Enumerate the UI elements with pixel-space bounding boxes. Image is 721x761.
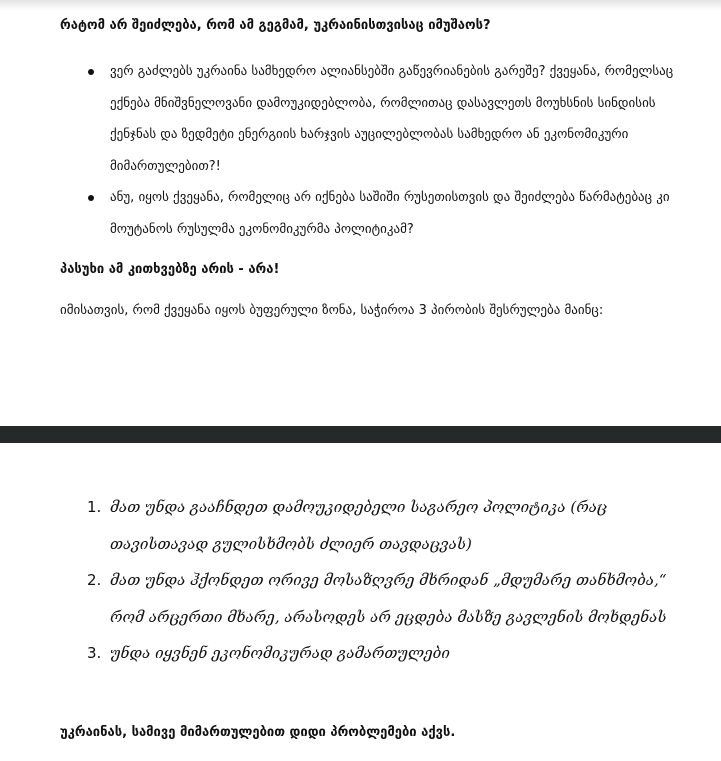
bullet-dot-icon (88, 195, 94, 201)
condition-item (60, 489, 700, 562)
condition-text: უნდა იყვნენ ეკონომიკურად გამართულები (110, 644, 450, 662)
bullet-text: ანუ, იყოს ქვეყანა, რომელიც არ იქნება საშიში რუსეთისთვის და შეიძლება წარმატებაც კი მოუტანოს რუსულმა ეკონომიკურმა პოლიტიკამ? (110, 190, 670, 237)
condition-number: 2. (87, 571, 102, 589)
conclusion-heading: უკრაინას, სამივე მიმართულებით დიდი პრობლემები აქვს. (60, 725, 456, 740)
answer-heading: პასუხი ამ კითხვებზე არის - არა! (60, 262, 280, 277)
condition-item (60, 635, 700, 672)
bullet-text: ვერ გაძლებს უკრაინა სამხედრო ალიანსებში გაწევრიანების გარეშე? ქვეყანა, რომელსაც ექნება მნიშვნელოვანი დამოუკიდებლობა, რომლითაც დასავლეთს მოუხსნის სინდისის ქენჯნას და ზედმეტი ენერგიის ხარჯვის აუცილებლობას სამხედრო ან ეკონომიკური მიმართულებით?! (110, 64, 674, 174)
condition-item (60, 562, 700, 635)
bullet-item (60, 56, 700, 182)
condition-number: 1. (87, 498, 102, 516)
condition-text: მათ უნდა გააჩნდეთ დამოუკიდებელი საგარეო პოლიტიკა (რაც თავისთავად გულისხმობს ძლიერ თავდაცვას) (110, 498, 608, 553)
bullet-dot-icon (88, 69, 94, 75)
bullet-list (60, 56, 700, 245)
document-page-bottom (0, 443, 721, 761)
condition-text: მათ უნდა ჰქონდეთ ორივე მოსაზღვრე მხრიდან „მდუმარე თანხმობა,“ რომ არცერთი მხარე, არასოდეს არ ეცდება მასზე გავლენის მოხდენას (110, 571, 667, 626)
section-heading: რატომ არ შეიძლება, რომ ამ გეგმამ, უკრაინისთვისაც იმუშაოს? (60, 18, 491, 33)
body-paragraph: იმისათვის, რომ ქვეყანა იყოს ბუფერული ზონა, საჭიროა 3 პირობის შესრულება მაინც: (60, 303, 604, 318)
conditions-list (60, 489, 700, 672)
condition-number: 3. (87, 644, 102, 662)
bullet-item (60, 182, 700, 245)
page-edge-shadow (0, 0, 721, 10)
page-break-divider (0, 426, 721, 443)
